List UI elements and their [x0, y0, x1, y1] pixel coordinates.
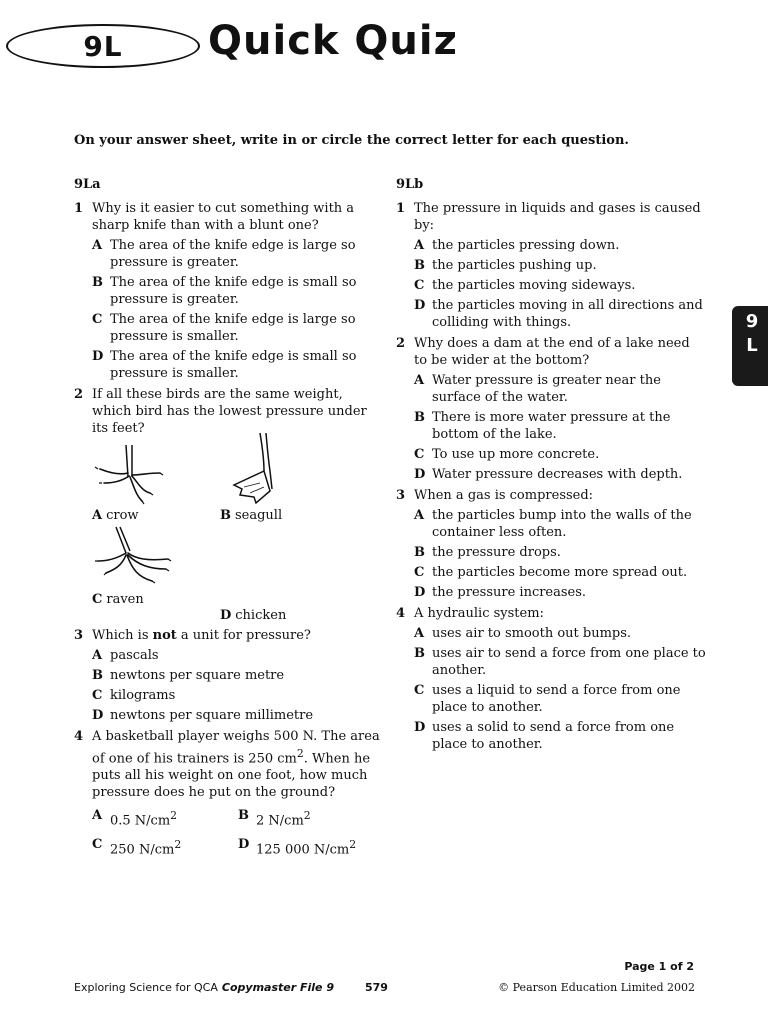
option-d[interactable]: D 125 000 $N/cm^2$: [238, 836, 357, 857]
option-c[interactable]: C uses a liquid to send a force from one place to another.: [414, 683, 681, 715]
option-c[interactable]: C kilograms: [92, 688, 176, 703]
option-c[interactable]: C 250 $N/cm^2$: [92, 836, 182, 857]
question-4: [396, 605, 706, 753]
question-text: Why does a dam at the end of a lake need to be wider at the bottom?: [414, 336, 690, 368]
option-b[interactable]: B the particles pushing up.: [414, 258, 597, 273]
crow-foot-icon: [92, 443, 182, 505]
series-name: Exploring Science for QCA: [74, 981, 218, 994]
bird-feet-illustrations: [92, 443, 384, 623]
option-d[interactable]: D newtons per square millimetre: [92, 708, 314, 723]
instruction-text: On your answer sheet, write in or circle the correct letter for each question.: [74, 133, 629, 148]
question-text: When a gas is compressed:: [414, 488, 594, 503]
question-number: 3: [396, 488, 406, 503]
question-text: Why is it easier to cut something with a sharp knife than with a blunt one?: [92, 201, 355, 233]
footer-page-number: 579: [365, 981, 388, 994]
unit-code: 9L: [83, 29, 123, 63]
option-b[interactable]: B There is more water pressure at the bottom of the lake.: [414, 410, 671, 442]
question-number: 2: [396, 336, 406, 351]
question-4: [74, 728, 384, 858]
option-c[interactable]: C the particles moving sideways.: [414, 278, 636, 293]
question-text: Which is not a unit for pressure?: [92, 628, 311, 643]
question-number: 3: [74, 628, 84, 643]
option-a[interactable]: A uses air to smooth out bumps.: [414, 626, 632, 641]
option-b[interactable]: B uses air to send a force from one place to another.: [414, 646, 706, 678]
section-9lb: [396, 176, 706, 757]
unit-tab: 9 L: [732, 306, 768, 386]
bird-option-c[interactable]: C raven: [92, 525, 212, 608]
option-b[interactable]: B newtons per square metre: [92, 668, 285, 683]
page-header: [0, 0, 768, 80]
raven-foot-icon: [92, 525, 182, 589]
bird-option-d[interactable]: D chicken: [220, 608, 287, 623]
question-number: 2: [74, 387, 84, 402]
question-1: [396, 200, 706, 331]
unit-code-oval: [6, 24, 200, 68]
option-a[interactable]: A 0.5 $N/cm^2$: [92, 808, 178, 829]
question-text: The pressure in liquids and gases is caused by:: [414, 201, 701, 233]
question-3: [74, 627, 384, 724]
option-a[interactable]: A pascals: [92, 648, 159, 663]
option-a[interactable]: A the particles pressing down.: [414, 238, 620, 253]
question-number: 4: [396, 606, 406, 621]
seagull-foot-icon: [220, 431, 310, 505]
copyright-notice: © Pearson Education Limited 2002: [498, 981, 695, 994]
question-3: [396, 487, 706, 601]
option-a[interactable]: A The area of the knife edge is large so pressure is greater.: [92, 238, 356, 270]
question-2: [396, 335, 706, 483]
option-a[interactable]: A the particles bump into the walls of the container less often.: [414, 508, 692, 540]
question-text: A hydraulic system:: [414, 606, 544, 621]
question-2: [74, 386, 384, 623]
option-c[interactable]: C To use up more concrete.: [414, 447, 600, 462]
question-number: 4: [74, 729, 84, 744]
option-b[interactable]: B the pressure drops.: [414, 545, 561, 560]
option-d[interactable]: D Water pressure decreases with depth.: [414, 467, 683, 482]
question-text: If all these birds are the same weight, which bird has the lowest pressure under its feet?: [92, 387, 367, 436]
section-title: 9Lb: [396, 177, 424, 192]
option-b[interactable]: B 2 $N/cm^2$: [238, 808, 311, 829]
section-title: 9La: [74, 177, 101, 192]
page-title: Quick Quiz: [208, 18, 458, 64]
page-number: Page 1 of 2: [624, 960, 694, 973]
option-d[interactable]: D the particles moving in all directions and colliding with things.: [414, 298, 703, 330]
option-d[interactable]: D uses a solid to send a force from one place to another.: [414, 720, 675, 752]
section-9la: [74, 176, 384, 862]
copymaster-label: Copymaster File 9: [221, 981, 334, 994]
question-text: A basketball player weighs 500 N. The area of one of his trainers is 250 $cm^2$. When he puts all his weight on one foot, how much pressure does he put on the ground?: [92, 729, 380, 801]
option-b[interactable]: B The area of the knife edge is small so pressure is greater.: [92, 275, 357, 307]
bird-option-a[interactable]: A crow: [92, 443, 212, 524]
option-c[interactable]: C the particles become more spread out.: [414, 565, 688, 580]
option-c[interactable]: C The area of the knife edge is large so pressure is smaller.: [92, 312, 356, 344]
option-d[interactable]: D The area of the knife edge is small so pressure is smaller.: [92, 349, 357, 381]
bird-option-b[interactable]: B seagull: [220, 431, 340, 524]
question-number: 1: [396, 201, 406, 216]
question-number: 1: [74, 201, 84, 216]
question-1: [74, 200, 384, 382]
option-a[interactable]: A Water pressure is greater near the surface of the water.: [414, 373, 661, 405]
option-d[interactable]: D the pressure increases.: [414, 585, 587, 600]
